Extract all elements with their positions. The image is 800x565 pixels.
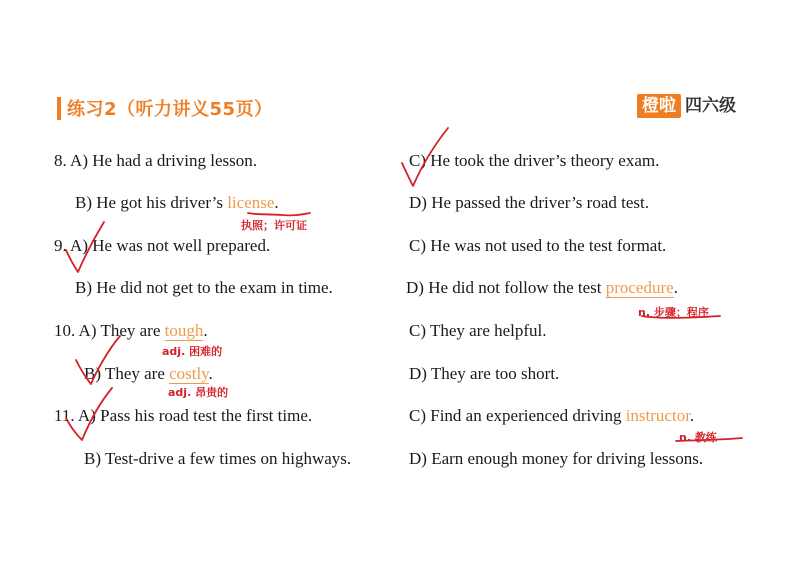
q8-b-post: . bbox=[274, 193, 279, 212]
q8-b-highlight: license bbox=[227, 193, 275, 212]
q10-a-highlight: tough bbox=[164, 321, 204, 340]
q10-a-text: 10. A) They are bbox=[54, 321, 165, 340]
q11-option-c bbox=[409, 405, 694, 427]
q10-b-note: adj. 昂贵的 bbox=[168, 386, 229, 399]
q11-option-a: 11. A) Pass his road test the first time. bbox=[54, 406, 313, 425]
q9-note: n. 步骤；程序 bbox=[638, 306, 709, 319]
q10-option-d: D) They are too short. bbox=[409, 364, 560, 383]
q10-b-text: B) They are bbox=[84, 364, 170, 383]
q10-option-a bbox=[54, 320, 208, 342]
logo-box: 橙啦 bbox=[637, 94, 681, 118]
q9-d-highlight: procedure bbox=[605, 278, 674, 297]
header-accent-bar bbox=[57, 97, 61, 120]
q9-option-d bbox=[406, 277, 678, 299]
logo-text: 四六级 bbox=[685, 96, 736, 116]
q11-c-highlight: instructor bbox=[625, 406, 690, 425]
q10-a-note: adj. 困难的 bbox=[162, 345, 223, 358]
q8-option-d: D) He passed the driver’s road test. bbox=[409, 193, 649, 212]
brand-logo bbox=[637, 94, 736, 118]
q10-option-c: C) They are helpful. bbox=[409, 321, 547, 340]
q10-option-b bbox=[84, 363, 213, 385]
q11-c-post: . bbox=[689, 406, 695, 425]
q11-c-text: C) Find an experienced driving bbox=[409, 406, 626, 425]
q11-option-d: D) Earn enough money for driving lessons. bbox=[409, 449, 704, 468]
q9-option-c: C) He was not used to the test format. bbox=[409, 236, 667, 255]
q9-d-post: . bbox=[673, 278, 678, 297]
q8-option-b bbox=[75, 192, 279, 214]
q9-d-text: D) He did not follow the test bbox=[406, 278, 606, 297]
q10-a-post: . bbox=[203, 321, 208, 340]
q9-option-b: B) He did not get to the exam in time. bbox=[75, 278, 333, 297]
page-title: 练习2（听力讲义55页） bbox=[67, 99, 273, 120]
q11-c-note: n. 教练 bbox=[679, 431, 717, 444]
q10-b-highlight: costly bbox=[169, 364, 209, 383]
q9-option-a: 9. A) He was not well prepared. bbox=[54, 236, 271, 255]
q8-note: 执照；许可证 bbox=[241, 219, 307, 232]
q8-option-c: C) He took the driver’s theory exam. bbox=[409, 151, 660, 170]
q8-b-text: B) He got his driver’s bbox=[75, 193, 228, 212]
q11-option-b: B) Test-drive a few times on highways. bbox=[84, 449, 352, 468]
q10-b-post: . bbox=[208, 364, 213, 383]
q8-option-a: 8. A) He had a driving lesson. bbox=[54, 151, 258, 170]
